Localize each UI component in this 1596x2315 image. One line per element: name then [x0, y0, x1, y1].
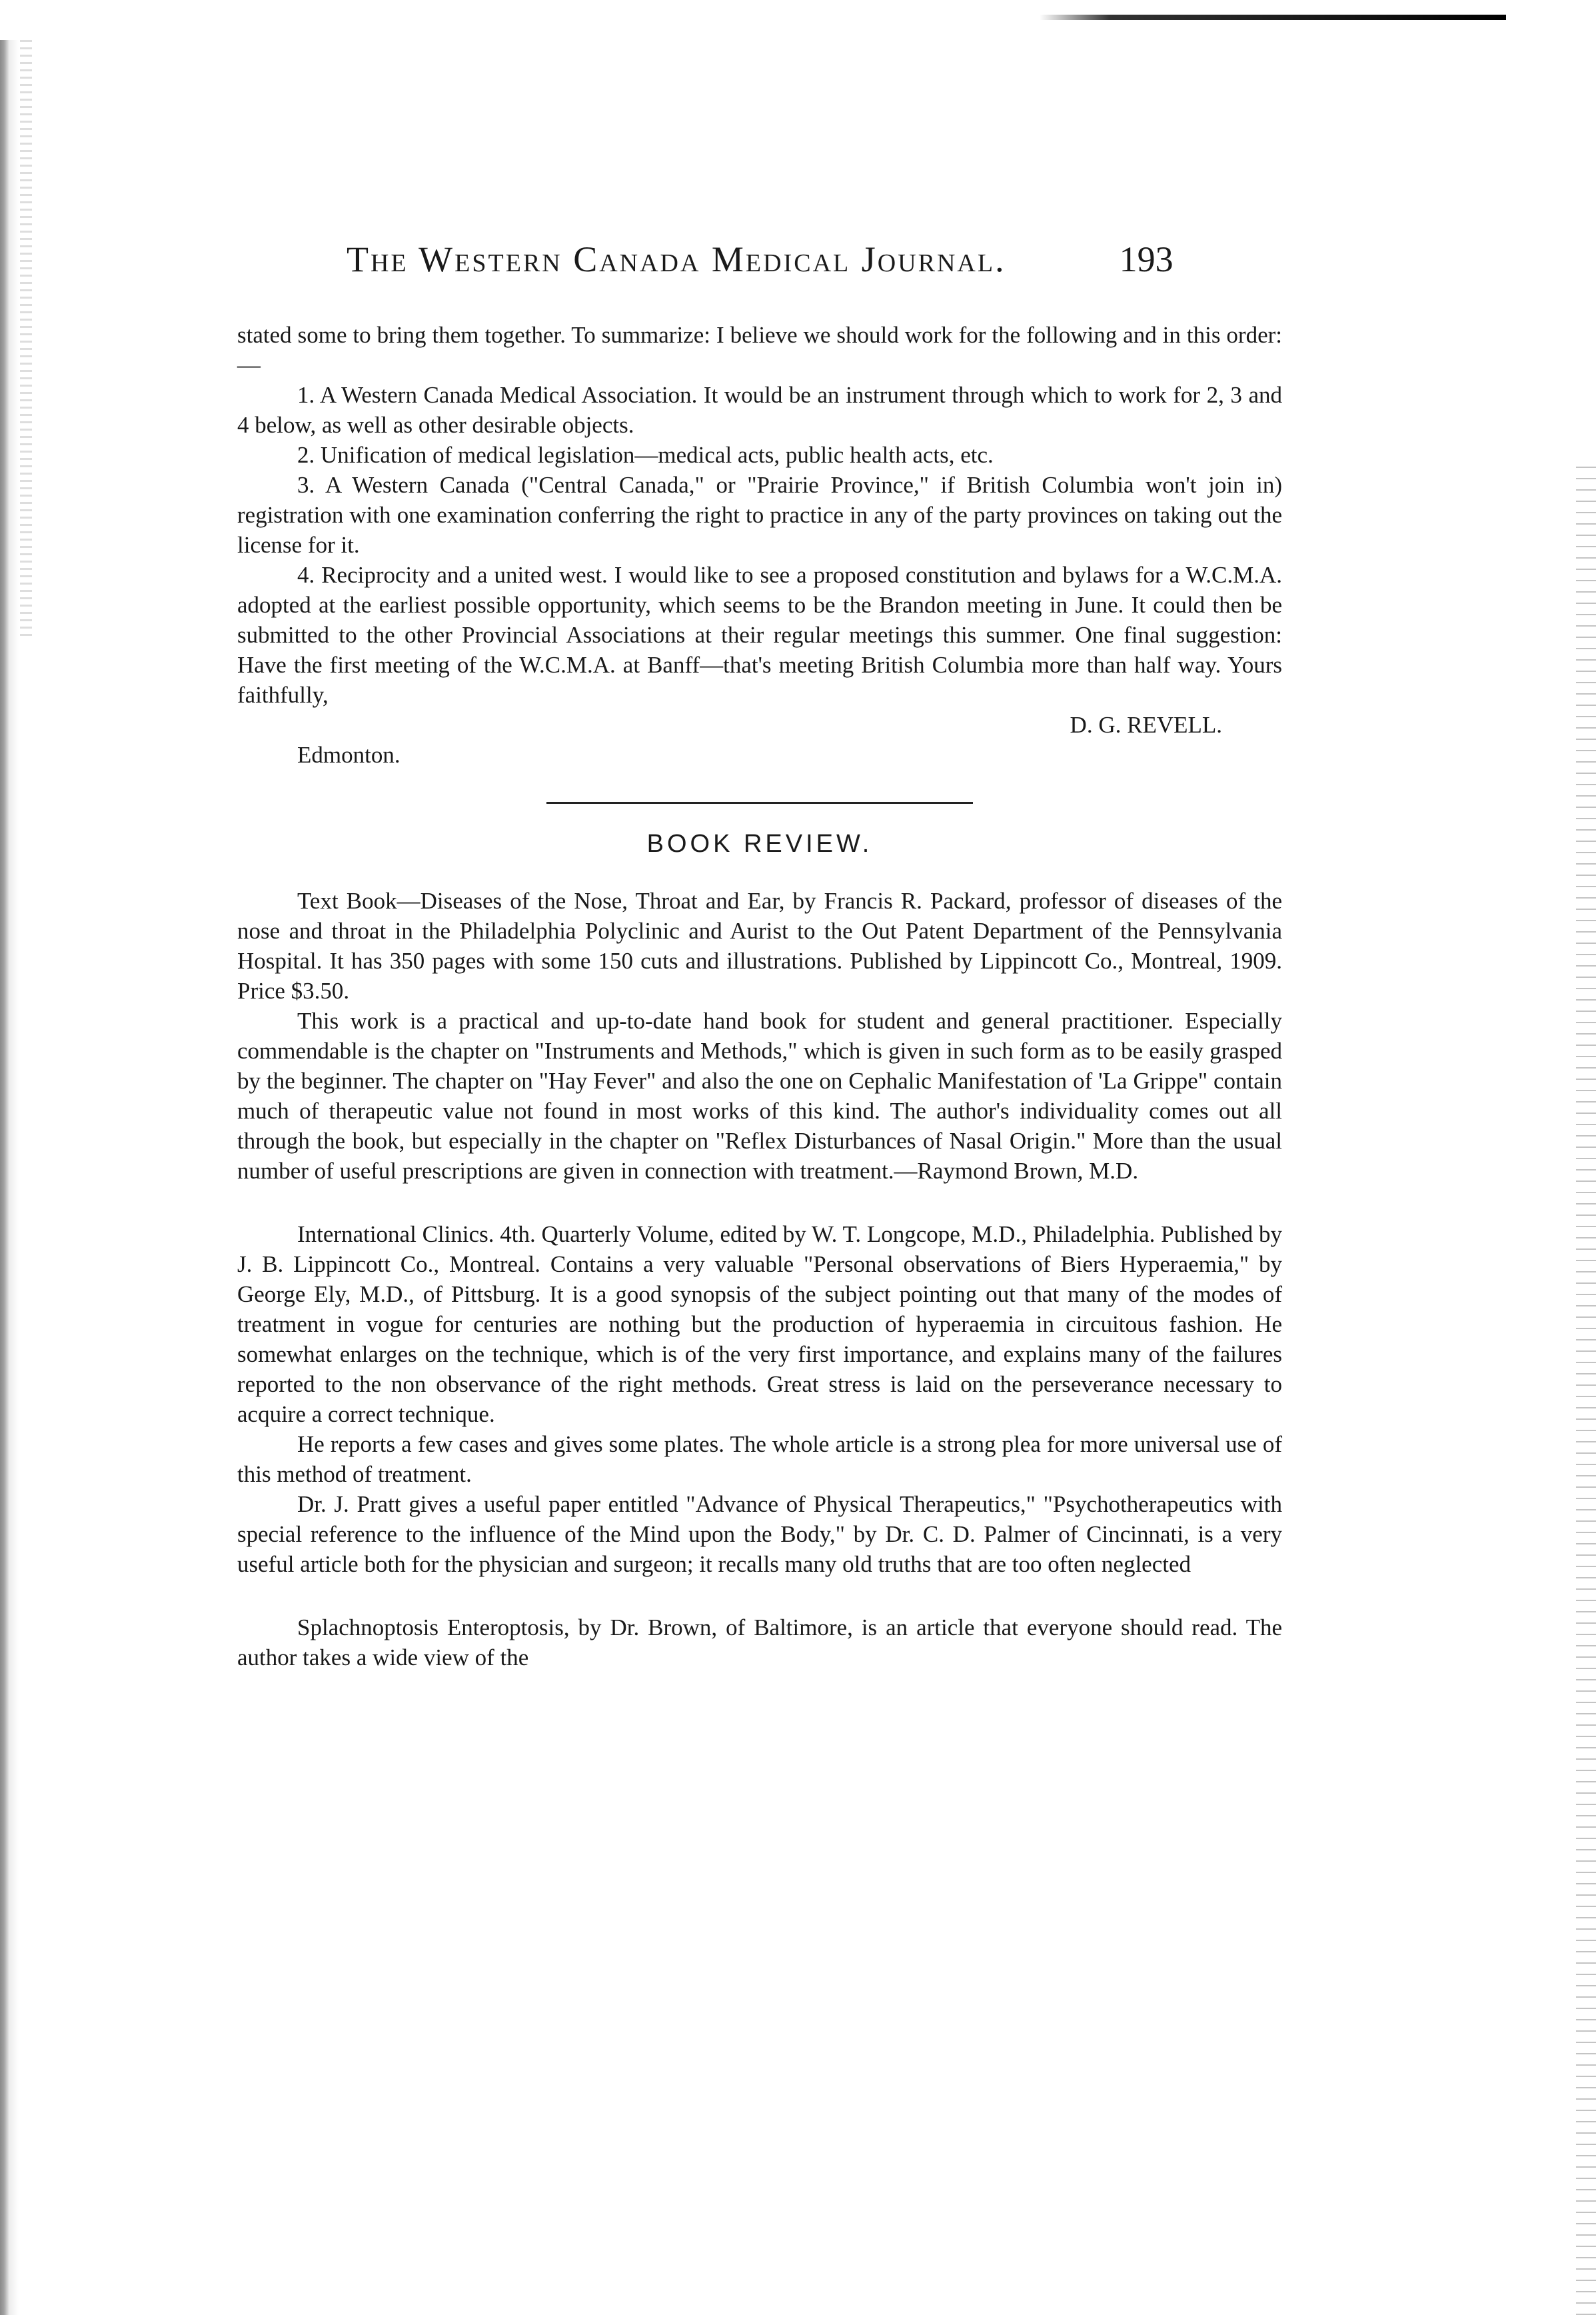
- letter-paragraph: 4. Reciprocity and a united west. I would like to see a proposed constitution and bylaws for a W.C.M.A. adopted at the earliest possible opportunity, which seems to be the Brandon meeting in June. It could then be submitted to the other Provincial Associations at their regular meetings this summer. One final suggestion: Have the first meeting of the W.C.M.A. at Banff—that's meeting British Columbia more than half way. Yours faithfully,: [237, 562, 1282, 708]
- scanned-spine-shadow: [0, 40, 19, 2315]
- letter-paragraph: 3. A Western Canada ("Central Canada," or "Prairie Province," if British Columbia won't join in) registration with one examination conferring the right to practice in any of the party provinces on taking out the license for it.: [237, 472, 1282, 558]
- review-paragraph: This work is a practical and up-to-date hand book for student and general practitioner. Especially commendable is the chapter on "Instruments and Methods," which is given in such form as to be easily grasped by the beginner. The chapter on "Hay Fever" and also the one on Cephalic Manifestation of 'La Grippe" contain much of therapeutic value not found in most works of this kind. The author's individuality comes out all through the book, but especially in the chapter on "Reflex Disturbances of Nasal Origin." More than the usual number of useful prescriptions are given in connection with treatment.—Raymond Brown, M.D.: [237, 1008, 1282, 1184]
- page-header: [347, 239, 1306, 280]
- review-paragraph: Text Book—Diseases of the Nose, Throat and Ear, by Francis R. Packard, professor of diseases of the nose and throat in the Philadelphia Polyclinic and Aurist to the Out Patent Department of the Pennsylvania Hospital. It has 350 pages with some 150 cuts and illustrations. Published by Lippincott Co., Montreal, 1909. Price $3.50.: [237, 888, 1282, 1004]
- letter-place: Edmonton.: [297, 742, 400, 768]
- letter-signature: D. G. REVELL.: [1070, 712, 1222, 738]
- section-divider: [546, 802, 973, 804]
- running-title: The Western Canada Medical Journal.: [347, 239, 1006, 279]
- letter-signoff: [237, 710, 1282, 740]
- section-heading: BOOK REVIEW.: [646, 830, 873, 858]
- page-body: [237, 320, 1282, 1672]
- letter-paragraph: stated some to bring them together. To summarize: I believe we should work for the following and in this order:—: [237, 322, 1282, 378]
- review-paragraph: Splachnoptosis Enteroptosis, by Dr. Brown, of Baltimore, is an article that everyone should read. The author takes a wide view of the: [237, 1614, 1282, 1670]
- letter-paragraph: 2. Unification of medical legislation—medical acts, public health acts, etc.: [297, 442, 994, 468]
- review-paragraph: International Clinics. 4th. Quarterly Volume, edited by W. T. Longcope, M.D., Philadelphia. Published by J. B. Lippincott Co., Montreal. Contains a very valuable "Personal observations of Biers Hyperaemia," by George Ely, M.D., of Pittsburg. It is a good synopsis of the subject pointing out that many of the modes of treatment in vogue for centuries are nothing but the production of hyperaemia in circuitous fashion. He somewhat enlarges on the technique, which is of the very first importance, and explains many of the failures reported to the non observance of the right methods. Great stress is laid on the perseverance necessary to acquire a correct technique.: [237, 1221, 1282, 1427]
- letter-paragraph: 1. A Western Canada Medical Association. It would be an instrument through which to work for 2, 3 and 4 below, as well as other desirable objects.: [237, 382, 1282, 438]
- scanned-edge-marks: [1576, 467, 1596, 2315]
- review-paragraph: He reports a few cases and gives some plates. The whole article is a strong plea for more universal use of this method of treatment.: [237, 1431, 1282, 1487]
- page-number: 193: [1119, 239, 1174, 279]
- top-edge-rule: [1040, 15, 1506, 20]
- review-paragraph: Dr. J. Pratt gives a useful paper entitled "Advance of Physical Therapeutics," "Psychotherapeutics with special reference to the influence of the Mind upon the Body," by Dr. C. D. Palmer of Cincinnati, is a very useful article both for the physician and surgeon; it recalls many old truths that are too often neglected: [237, 1491, 1282, 1577]
